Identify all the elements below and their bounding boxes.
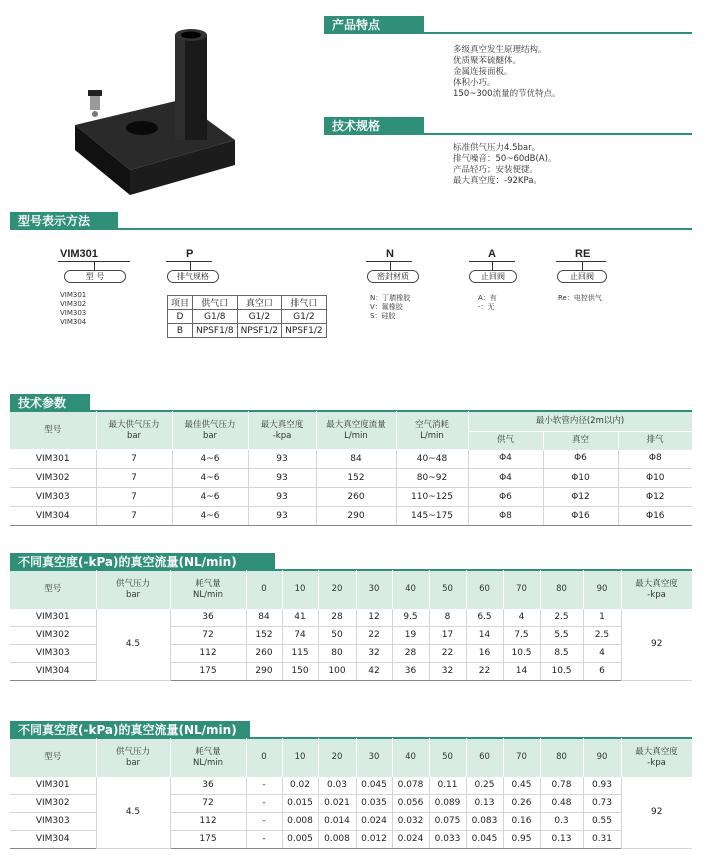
table-cell: VIM303 <box>10 645 96 663</box>
table-cell: 0.032 <box>392 813 429 831</box>
table-cell: 0.033 <box>429 831 466 849</box>
table-cell: 5.5 <box>540 627 583 645</box>
model-item: VIM304 <box>60 318 87 326</box>
features-header-rule <box>424 32 692 34</box>
table-cell: Φ8 <box>468 507 543 526</box>
table-cell: 0.26 <box>503 795 540 813</box>
tech-title: 技术参数 <box>18 396 67 410</box>
table-cell: 0.015 <box>282 795 318 813</box>
table-row <box>10 507 692 526</box>
table-cell: 0.55 <box>583 813 621 831</box>
table-cell: 145~175 <box>396 507 468 526</box>
header-cell: 40 <box>392 739 429 777</box>
header-cell: 90 <box>583 571 621 609</box>
mini-cell: G1/2 <box>282 310 327 324</box>
header-cell: 60 <box>466 571 503 609</box>
specs-header-rule <box>424 133 692 135</box>
th-model: 型号 <box>10 412 96 450</box>
feature-line: 体积小巧。 <box>453 78 496 88</box>
table-cell: VIM302 <box>10 627 96 645</box>
header-cell: 耗气量 NL/min <box>170 571 246 609</box>
table-cell: 0.012 <box>356 831 392 849</box>
table-cell: 0.045 <box>356 777 392 795</box>
code-re: RE <box>575 248 591 260</box>
check-item: -：无 <box>478 303 495 311</box>
table-cell: 0.03 <box>318 777 356 795</box>
table-cell: 74 <box>282 627 318 645</box>
table-cell: VIM304 <box>10 663 96 681</box>
table-cell: 0.083 <box>466 813 503 831</box>
spec-line: 最大真空度：-92KPa。 <box>453 176 542 186</box>
mini-cell: NPSF1/8 <box>193 324 238 338</box>
header-cell: 型号 <box>10 739 96 777</box>
header-cell: 50 <box>429 739 466 777</box>
table-row <box>10 488 692 507</box>
code-model: VIM301 <box>60 248 98 260</box>
table-cell: 17 <box>429 627 466 645</box>
table-cell: 152 <box>316 469 396 488</box>
table-cell: VIM303 <box>10 813 96 831</box>
table-cell: Φ12 <box>543 488 618 507</box>
model-list <box>60 291 86 327</box>
table-cell: 4 <box>503 609 540 627</box>
table-cell: 40~48 <box>396 450 468 469</box>
table-cell: 0.25 <box>466 777 503 795</box>
table-cell: 14 <box>503 663 540 681</box>
table-cell: 42 <box>356 663 392 681</box>
table-cell: - <box>246 795 282 813</box>
table-cell: 0.024 <box>392 831 429 849</box>
table-cell: 0.73 <box>583 795 621 813</box>
table-cell: 50 <box>318 627 356 645</box>
spec-line: 产品轻巧；安装便捷。 <box>453 165 539 175</box>
max-vacuum-cell: 92 <box>621 777 692 849</box>
table-cell: 0.45 <box>503 777 540 795</box>
mini-cell: 供气口 <box>193 296 238 310</box>
table-cell: 28 <box>392 645 429 663</box>
table-cell: 290 <box>316 507 396 526</box>
table-cell: 7 <box>96 450 172 469</box>
table-cell: 8 <box>429 609 466 627</box>
specs-header <box>324 117 424 135</box>
th-best-pressure: 最佳供气压力 bar <box>172 412 248 450</box>
spec-line: 排气噪音：50~60dB(A)。 <box>453 154 557 164</box>
flow-table-1 <box>10 570 693 681</box>
th-max-pressure: 最大供气压力 bar <box>96 412 172 450</box>
header-cell: 耗气量 NL/min <box>170 739 246 777</box>
label-exhaust: 排气规格 <box>167 270 219 283</box>
seal-item: N：丁腈橡胶 <box>370 294 411 302</box>
table-cell: 175 <box>170 663 246 681</box>
header-cell: 80 <box>540 739 583 777</box>
tech-header <box>10 394 90 412</box>
table-cell: 19 <box>392 627 429 645</box>
feature-line: 150~300流量的节优特点。 <box>453 89 561 99</box>
table-cell: 7 <box>96 507 172 526</box>
flow2-title: 不同真空度(-kPa)的真空流量(NL/min) <box>18 723 237 737</box>
mini-cell: D <box>168 310 193 324</box>
code-check: A <box>488 248 496 260</box>
th-min-hose: 最小软管内径(2m以内) <box>468 412 692 432</box>
model-header-rule <box>118 228 692 230</box>
table-cell: 260 <box>246 645 282 663</box>
table-cell: 0.024 <box>356 813 392 831</box>
table-cell: 0.31 <box>583 831 621 849</box>
max-vacuum-cell: 92 <box>621 609 692 681</box>
header-cell: 30 <box>356 571 392 609</box>
header-cell: 70 <box>503 571 540 609</box>
mini-cell: 项目 <box>168 296 193 310</box>
header-cell: 50 <box>429 571 466 609</box>
mini-cell: G1/2 <box>237 310 282 324</box>
table-cell: 93 <box>248 469 316 488</box>
table-cell: 0.005 <box>282 831 318 849</box>
th-exhaust: 排气 <box>618 432 692 450</box>
header-cell: 20 <box>318 571 356 609</box>
mini-cell: NPSF1/2 <box>282 324 327 338</box>
model-header <box>10 212 118 230</box>
model-item: VIM301 <box>60 291 87 299</box>
header-cell: 40 <box>392 571 429 609</box>
table-cell: 0.16 <box>503 813 540 831</box>
mini-cell: 排气口 <box>282 296 327 310</box>
product-image <box>60 20 250 195</box>
table-cell: 0.014 <box>318 813 356 831</box>
table-row <box>10 450 692 469</box>
table-cell: Φ4 <box>468 450 543 469</box>
code-underline <box>366 261 412 262</box>
table-row <box>10 609 692 627</box>
table-cell: 36 <box>170 777 246 795</box>
table-cell: Φ6 <box>468 488 543 507</box>
table-cell: 0.13 <box>466 795 503 813</box>
pressure-cell: 4.5 <box>96 609 170 681</box>
table-cell: 4~6 <box>172 488 248 507</box>
table-cell: 0.075 <box>429 813 466 831</box>
header-cell: 10 <box>282 739 318 777</box>
table-cell: 0.95 <box>503 831 540 849</box>
table-cell: 84 <box>316 450 396 469</box>
table-cell: 112 <box>170 645 246 663</box>
flow1-header <box>10 553 275 571</box>
table-cell: VIM304 <box>10 507 96 526</box>
table-cell: 0.008 <box>282 813 318 831</box>
table-cell: 152 <box>246 627 282 645</box>
table-cell: 260 <box>316 488 396 507</box>
table-cell: 16 <box>466 645 503 663</box>
feature-line: 优质聚苯硫醚体。 <box>453 56 522 66</box>
header-cell: 型号 <box>10 571 96 609</box>
table-cell: 72 <box>170 627 246 645</box>
header-cell: 10 <box>282 571 318 609</box>
spec-line: 标准供气压力4.5bar。 <box>453 143 541 153</box>
th-supply: 供气 <box>468 432 543 450</box>
specs-title: 技术规格 <box>332 119 381 133</box>
table-cell: 100 <box>318 663 356 681</box>
re-note: Re：电控供气 <box>558 294 602 302</box>
table-cell: VIM302 <box>10 795 96 813</box>
table-cell: 175 <box>170 831 246 849</box>
flow2-header <box>10 721 250 739</box>
mini-cell: G1/8 <box>193 310 238 324</box>
table-cell: 84 <box>246 609 282 627</box>
table-cell: 4~6 <box>172 469 248 488</box>
header-cell: 0 <box>246 739 282 777</box>
table-cell: 0.045 <box>466 831 503 849</box>
table-cell: 0.93 <box>583 777 621 795</box>
header-cell: 20 <box>318 739 356 777</box>
table-row <box>10 777 692 795</box>
table-cell: Φ10 <box>618 469 692 488</box>
table-cell: Φ12 <box>618 488 692 507</box>
table-cell: 10.5 <box>540 663 583 681</box>
header-cell: 90 <box>583 739 621 777</box>
table-cell: 93 <box>248 507 316 526</box>
table-row <box>10 469 692 488</box>
table-cell: 0.02 <box>282 777 318 795</box>
seal-item: V：氟橡胶 <box>370 303 403 311</box>
header-cell: 最大真空度 -kpa <box>621 571 692 609</box>
table-cell: 32 <box>429 663 466 681</box>
table-cell: 110~125 <box>396 488 468 507</box>
table-cell: 80 <box>318 645 356 663</box>
table-cell: 4 <box>583 645 621 663</box>
header-cell: 30 <box>356 739 392 777</box>
table-cell: 4~6 <box>172 450 248 469</box>
th-max-vacuum-flow: 最大真空度流量 L/min <box>316 412 396 450</box>
table-cell: 0.3 <box>540 813 583 831</box>
table-cell: 112 <box>170 813 246 831</box>
flow-table-2 <box>10 738 693 849</box>
th-max-vacuum: 最大真空度 -kpa <box>248 412 316 450</box>
table-cell: 7 <box>96 469 172 488</box>
table-cell: 0.021 <box>318 795 356 813</box>
table-cell: 1 <box>583 609 621 627</box>
table-cell: 32 <box>356 645 392 663</box>
mini-cell: B <box>168 324 193 338</box>
header-cell: 供气压力 bar <box>96 571 170 609</box>
table-cell: 0.78 <box>540 777 583 795</box>
table-cell: 36 <box>392 663 429 681</box>
seal-item: S：硅胶 <box>370 312 396 320</box>
table-cell: 4~6 <box>172 507 248 526</box>
table-cell: 36 <box>170 609 246 627</box>
label-seal: 密封材质 <box>367 270 419 283</box>
code-exhaust: P <box>186 248 194 260</box>
code-seal: N <box>386 248 394 260</box>
table-cell: 28 <box>318 609 356 627</box>
header-cell: 80 <box>540 571 583 609</box>
table-cell: - <box>246 777 282 795</box>
check-list <box>478 294 497 312</box>
table-cell: Φ16 <box>618 507 692 526</box>
table-cell: 93 <box>248 450 316 469</box>
label-check: 止回阀 <box>469 270 517 283</box>
table-cell: VIM301 <box>10 450 96 469</box>
table-cell: 14 <box>466 627 503 645</box>
flow1-title: 不同真空度(-kPa)的真空流量(NL/min) <box>18 555 237 569</box>
table-cell: 2.5 <box>540 609 583 627</box>
check-item: A：有 <box>478 294 497 302</box>
table-cell: 0.078 <box>392 777 429 795</box>
table-cell: 7.5 <box>503 627 540 645</box>
table-cell: 10.5 <box>503 645 540 663</box>
table-cell: 2.5 <box>583 627 621 645</box>
table-cell: 8.5 <box>540 645 583 663</box>
table-cell: Φ10 <box>543 469 618 488</box>
tech-params-table <box>10 411 693 526</box>
table-cell: 7 <box>96 488 172 507</box>
table-cell: 0.035 <box>356 795 392 813</box>
features-list <box>453 45 561 100</box>
header-cell: 70 <box>503 739 540 777</box>
model-item: VIM303 <box>60 309 87 317</box>
table-cell: 22 <box>356 627 392 645</box>
table-cell: 0.13 <box>540 831 583 849</box>
label-re: 止回阀 <box>557 270 607 283</box>
model-item: VIM302 <box>60 300 87 308</box>
table-cell: 6 <box>583 663 621 681</box>
feature-line: 多级真空发生原理结构。 <box>453 45 547 55</box>
th-vacuum: 真空 <box>543 432 618 450</box>
table-cell: 0.11 <box>429 777 466 795</box>
pressure-cell: 4.5 <box>96 777 170 849</box>
table-cell: Φ8 <box>618 450 692 469</box>
table-cell: 9.5 <box>392 609 429 627</box>
table-cell: VIM303 <box>10 488 96 507</box>
table-cell: 0.056 <box>392 795 429 813</box>
header-cell: 供气压力 bar <box>96 739 170 777</box>
table-cell: 6.5 <box>466 609 503 627</box>
specs-list <box>453 143 556 187</box>
table-cell: 22 <box>466 663 503 681</box>
table-cell: VIM301 <box>10 609 96 627</box>
table-cell: VIM302 <box>10 469 96 488</box>
header-cell: 60 <box>466 739 503 777</box>
table-cell: 115 <box>282 645 318 663</box>
table-cell: VIM301 <box>10 777 96 795</box>
header-cell: 0 <box>246 571 282 609</box>
table-cell: 0.089 <box>429 795 466 813</box>
code-underline <box>556 261 606 262</box>
code-underline <box>166 261 212 262</box>
table-cell: 150 <box>282 663 318 681</box>
table-cell: 41 <box>282 609 318 627</box>
th-air-consumption: 空气消耗 L/min <box>396 412 468 450</box>
table-cell: 72 <box>170 795 246 813</box>
mini-cell: NPSF1/2 <box>237 324 282 338</box>
table-cell: VIM304 <box>10 831 96 849</box>
table-cell: 93 <box>248 488 316 507</box>
header-cell: 最大真空度 -kpa <box>621 739 692 777</box>
table-cell: 0.48 <box>540 795 583 813</box>
table-cell: 12 <box>356 609 392 627</box>
table-cell: 22 <box>429 645 466 663</box>
mini-cell: 真空口 <box>237 296 282 310</box>
features-header <box>324 16 424 34</box>
features-title: 产品特点 <box>332 18 381 32</box>
table-cell: - <box>246 831 282 849</box>
table-cell: Φ16 <box>543 507 618 526</box>
model-title: 型号表示方法 <box>18 214 91 228</box>
table-cell: - <box>246 813 282 831</box>
feature-line: 金属连接面板。 <box>453 67 513 77</box>
table-cell: 0.008 <box>318 831 356 849</box>
label-model: 型 号 <box>64 270 126 283</box>
table-cell: 80~92 <box>396 469 468 488</box>
exhaust-spec-table <box>167 295 327 338</box>
table-cell: Φ4 <box>468 469 543 488</box>
table-cell: 290 <box>246 663 282 681</box>
seal-list <box>370 294 410 321</box>
table-cell: Φ6 <box>543 450 618 469</box>
